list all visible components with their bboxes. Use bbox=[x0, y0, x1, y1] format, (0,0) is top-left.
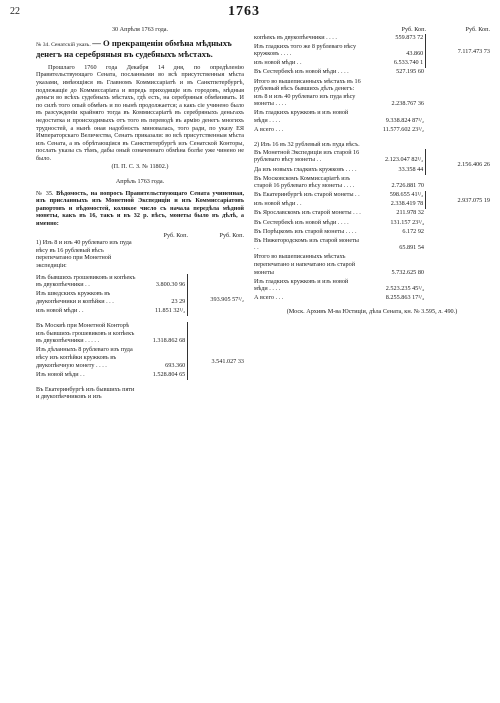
group-c bbox=[254, 149, 490, 175]
statement-heading bbox=[36, 190, 244, 228]
table-row bbox=[254, 34, 425, 42]
group-e-sum: 2.937.075 19 bbox=[457, 197, 490, 205]
left-table-header bbox=[36, 232, 244, 240]
row-value: 5.732.625 80 bbox=[391, 268, 424, 276]
table-row bbox=[254, 68, 426, 76]
table-row bbox=[254, 59, 425, 67]
row-label: Изъ гладкихъ того же 8 рублеваго вѣсу кружковъ . . . . bbox=[254, 42, 357, 58]
row-label: копѣекъ въ двукопѣечники . . . . bbox=[254, 33, 337, 41]
row-label: изъ новой мѣди . . bbox=[36, 307, 84, 314]
table-row bbox=[36, 322, 187, 345]
row-label: Изъ гладкихъ кружковъ и изъ новой мѣди . . . . bbox=[254, 109, 349, 125]
col-header-2: Руб. Коп. bbox=[219, 231, 244, 239]
row-value: 6.533.740 1 bbox=[393, 59, 424, 67]
right-table-header bbox=[254, 26, 490, 34]
col-header-1: Руб. Коп. bbox=[163, 231, 188, 239]
row-label: Въ Нижегородскомъ изъ старой монеты . . bbox=[254, 236, 359, 252]
row-label: Итого во вышеписанныхъ мѣстахъ перепечатано и напечатано изъ старой монеты bbox=[254, 253, 356, 276]
row-label: Въ Монетной Экспедиціи изъ старой 16 рублеваго вѣсу монеты . . bbox=[254, 148, 360, 164]
row-value: 211.978 32 bbox=[396, 209, 424, 217]
table-row bbox=[36, 307, 187, 315]
row-label: Изъ новой мѣди . . bbox=[36, 370, 85, 378]
row-value: 11.851 32¹/₂ bbox=[155, 307, 186, 314]
decree-text: Прошлаго 1760 года Декабря 14 дня, по опредѣленію Правительствующаго Сената, посланными во всѣ присутственныя мѣста указами, имѣющіяся въ Главномъ Коммиссаріатѣ и въ Санктпетербургѣ, подлежащіе до Коммиссаріата и впредь приходящіе изъ городовъ, мѣдныя деньги во всѣхъ судебныхъ мѣстахъ, гдѣ есть, на серебряныя обмѣнивать. И по силѣ того опый обмѣнъ и по нынѣ продолжается; а какъ сіе учинено было въ разсужденіи крайняго тогда въ Коммиссаріатѣ въ серебряныхъ деньгахъ недостатка и происходимыхъ отъ того въ переводѣ въ армію денегъ многихъ трудностей, а нынѣ оная надобность миновалась, того ради, по указу ЕЯ Императорскаго Величества, Сенатъ приказали: во всѣ присутственныя мѣста изъ Сената, а въ обрѣтающіяся въ Санктпетербургѣ изъ Сенатской Конторы, послать указы съ тѣмъ, дабы оный означеннаго обмѣна болѣе уже чинено не было. bbox=[36, 63, 244, 162]
item1-sum: 393.905 57¹/₂ bbox=[210, 295, 244, 303]
statement-reference: (Моск. Архивъ М-ва Юстиціи, дѣла Сената, кн. № 3.595, л. 490.) bbox=[286, 307, 458, 315]
row-label: Изъ гладкихъ кружковъ и изъ новой мѣди . . . . bbox=[254, 277, 349, 293]
row-label: Въ Московскомъ Коммиссаріатѣ изъ старой 16 рублеваго вѣсу монеты . . . . bbox=[254, 174, 355, 190]
row-value: 43.860 bbox=[406, 50, 424, 58]
statement-label: № 35. bbox=[36, 189, 54, 197]
row-value: 693.360 bbox=[165, 361, 186, 369]
decree-label: № 34. Сенатскій указъ. bbox=[36, 41, 91, 48]
table-row bbox=[254, 228, 426, 236]
row-label: Изъ бывшихъ грошевиковъ и копѣекъ въ двукопѣечники . . bbox=[36, 273, 136, 289]
row-label: Въ Москвѣ при Монетной Конторѣ изъ бывшихъ грошевиковъ и копѣекъ въ двукопѣечники . . . . . bbox=[36, 322, 135, 345]
row-label: Въ Ярославскомъ изъ старой монеты . . . bbox=[254, 209, 361, 217]
row-value: 527.195 60 bbox=[396, 68, 424, 76]
row-value: 33.358 44 bbox=[398, 165, 424, 173]
row-value: 2.123.047 82¹/₂ bbox=[385, 156, 424, 164]
row-value: 1.318.862 68 bbox=[152, 337, 186, 345]
item2-intro: 2) Изъ 16 въ 32 рублевый изъ пуда вѣсъ. bbox=[254, 141, 360, 149]
row-value: 2.338.419 78 bbox=[390, 200, 424, 208]
table-row bbox=[254, 191, 425, 199]
row-label: Въ Сестербекѣ изъ новой мѣди . . . . bbox=[254, 218, 349, 226]
table-row bbox=[36, 371, 187, 379]
item1-group bbox=[36, 274, 244, 316]
row-value: 598.655 41¹/₂ bbox=[389, 191, 424, 199]
table-row bbox=[254, 43, 425, 58]
table-row bbox=[36, 290, 187, 305]
row-value: 3.800.30 96 bbox=[155, 281, 186, 289]
left-column bbox=[36, 26, 244, 401]
running-year-header: 1763 bbox=[228, 4, 260, 19]
decree-heading bbox=[36, 38, 244, 60]
group-a bbox=[254, 34, 490, 69]
row-label: Изъ дѣланныхъ 8 рублеваго изъ пуда вѣсу изъ копѣйки кружковъ въ двукопѣечную монету . . . . bbox=[36, 346, 133, 369]
table-row bbox=[254, 126, 426, 134]
table-row bbox=[254, 253, 426, 276]
row-value: 9.338.824 87¹/₂ bbox=[385, 117, 424, 125]
row-label: А всего . . . bbox=[254, 294, 284, 302]
table-row bbox=[254, 78, 426, 108]
table-row bbox=[254, 219, 426, 227]
group-e bbox=[254, 191, 490, 209]
table-row bbox=[36, 274, 187, 289]
item2-group bbox=[36, 322, 244, 380]
col-header-2: Руб. Коп. bbox=[465, 26, 490, 33]
row-value: 11.577.602 23¹/₂ bbox=[382, 126, 424, 134]
row-label: Да изъ новыхъ гладкихъ кружковъ . . . . bbox=[254, 165, 357, 173]
table-row bbox=[254, 278, 426, 293]
row-value: 2.726.881 70 bbox=[391, 182, 424, 190]
decree-date: 30 Апрѣля 1763 года. bbox=[111, 26, 169, 33]
table-row bbox=[254, 237, 426, 252]
col-header-1: Руб. Коп. bbox=[401, 26, 426, 33]
row-label: А всего . . . bbox=[254, 126, 284, 134]
row-label: Изъ шведскихъ кружковъ въ двукопѣечники и копѣйки . . . bbox=[36, 290, 114, 305]
page-number: 22 bbox=[10, 6, 20, 17]
right-column bbox=[254, 26, 490, 315]
row-label: Въ Порѣцкомъ изъ старой монеты . . . . bbox=[254, 227, 357, 235]
item2-sum: 3.541.027 33 bbox=[211, 358, 244, 366]
row-value: 6.172 92 bbox=[402, 227, 424, 235]
table-row bbox=[254, 200, 425, 208]
table-row bbox=[254, 166, 425, 174]
group-c-sum: 2.156.406 26 bbox=[457, 160, 490, 168]
row-value: 2.523.235 45¹/₄ bbox=[385, 285, 424, 293]
table-row bbox=[254, 294, 426, 302]
row-value: 1.528.804 65 bbox=[152, 370, 186, 378]
table-row bbox=[254, 149, 425, 164]
row-label: Итого во вышеписанныхъ мѣстахъ въ 16 рублевый вѣсъ бывшихъ дѣлъ денегъ: изъ 8 и изъ 40 рублеваго изъ пуда вѣсу монеты . . . . bbox=[254, 77, 361, 108]
row-value: 559.873 72 bbox=[395, 33, 424, 41]
decree-title: — О прекращеніи обмѣна мѣдныхъ денегъ на серебряныя въ судебныхъ мѣстахъ. bbox=[36, 37, 232, 60]
statement-date: Апрѣль 1763 года. bbox=[115, 178, 165, 186]
row-label: Въ Екатеринбургѣ изъ старой монеты . . bbox=[254, 191, 360, 199]
table-row bbox=[254, 175, 426, 190]
item1-intro: 1) Изъ 8 и изъ 40 рублеваго изъ пуда вѣсу въ 16 рублевый вѣсъ перепечатано при Монетной экспедиціи: bbox=[36, 239, 132, 270]
row-label: изъ новой мѣди . . bbox=[254, 200, 302, 208]
decree-reference: (П. П. С. З. № 11802.) bbox=[111, 162, 169, 170]
table-row bbox=[254, 109, 426, 124]
item3-tail: Въ Екатеринбургѣ изъ бывшихъ пяти и двукопѣечниковъ и изъ bbox=[36, 385, 135, 401]
row-value: 65.891 54 bbox=[399, 244, 424, 252]
row-label: Въ Сестербекѣ изъ новой мѣди . . . . bbox=[254, 68, 349, 76]
table-row bbox=[36, 346, 187, 369]
statement-title: Вѣдомость, на вопросъ Правительствующаго Сената учиненная, изъ присланныхъ изъ Монетной Экспедиціи и изъ Коммиссаріатовъ рапортовъ и вѣдомостей, коликое число съ начала передѣла мѣдной монеты, какъ въ 16, такъ и въ 32 р. вѣсъ, монеты было въ дѣлѣ, а именно: bbox=[36, 189, 245, 228]
table-row bbox=[254, 209, 426, 217]
row-value: 8.255.863 17¹/₄ bbox=[385, 294, 424, 302]
row-value: 23 29 bbox=[171, 297, 186, 305]
group-a-sum: 7.117.473 73 bbox=[457, 47, 490, 55]
row-value: 131.157 23¹/₄ bbox=[390, 218, 424, 226]
row-label: изъ новой мѣди . . bbox=[254, 59, 302, 67]
row-value: 2.238.767 36 bbox=[391, 100, 424, 108]
